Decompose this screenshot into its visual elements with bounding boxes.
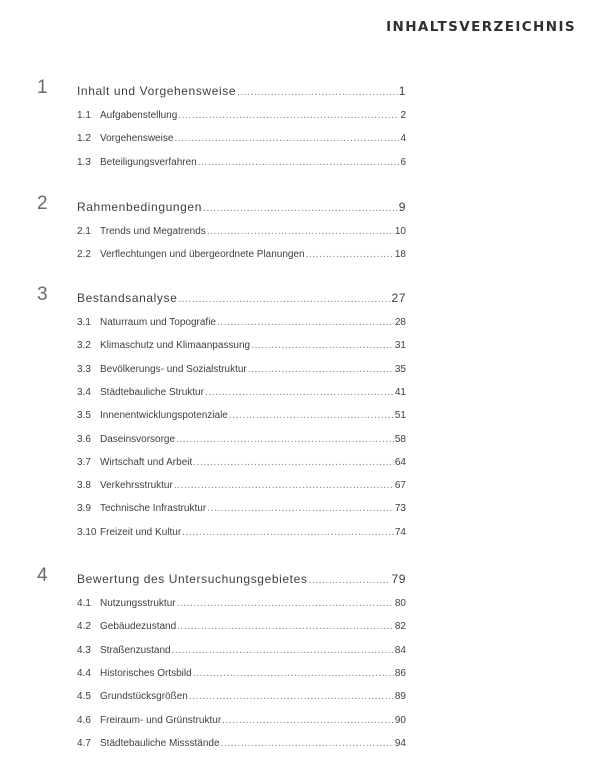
section-title: Klimaschutz und Klimaanpassung xyxy=(100,340,251,352)
dot-leader xyxy=(308,575,390,586)
section-title: Aufgabenstellung xyxy=(100,110,178,121)
section-entry[interactable] xyxy=(77,503,406,519)
chapter-page: 1 xyxy=(398,84,406,98)
section-title: Verflechtungen und übergeordnete Planungen xyxy=(100,249,305,261)
section-page: 86 xyxy=(394,667,406,679)
section-number: 4.3 xyxy=(77,644,91,656)
section-page: 31 xyxy=(394,340,406,352)
dot-leader xyxy=(198,157,400,168)
section-title: Städtebauliche Missstände xyxy=(100,737,220,749)
section-page: 6 xyxy=(400,156,406,168)
section-entry[interactable] xyxy=(77,110,406,126)
chapter-entry[interactable] xyxy=(77,572,406,588)
chapter-number: 3 xyxy=(37,284,48,305)
dot-leader xyxy=(205,387,394,398)
section-entry[interactable] xyxy=(77,157,406,173)
section-number: 1.2 xyxy=(77,133,91,145)
section-page: 4 xyxy=(400,133,406,145)
dot-leader xyxy=(217,317,394,328)
section-entry[interactable] xyxy=(77,364,406,380)
dot-leader xyxy=(222,715,394,726)
section-page: 90 xyxy=(394,714,406,726)
section-number: 3.8 xyxy=(77,480,91,492)
dot-leader xyxy=(174,480,394,491)
chapter-title: Rahmenbedingungen xyxy=(77,200,202,214)
section-title: Naturraum und Topografie xyxy=(100,317,216,328)
section-entry[interactable] xyxy=(77,387,406,403)
dot-leader xyxy=(178,110,399,121)
section-entry[interactable] xyxy=(77,340,406,356)
dot-leader xyxy=(207,503,394,514)
section-entry[interactable] xyxy=(77,457,406,473)
dot-leader xyxy=(172,645,394,656)
section-number: 3.5 xyxy=(77,410,91,422)
dot-leader xyxy=(182,527,394,538)
chapter-page: 79 xyxy=(391,572,406,586)
section-title: Freiraum- und Grünstruktur xyxy=(100,714,222,726)
section-page: 41 xyxy=(394,386,406,398)
chapter-page: 9 xyxy=(398,200,406,214)
dot-leader xyxy=(177,598,394,609)
dot-leader xyxy=(203,203,398,214)
dot-leader xyxy=(229,410,394,421)
section-title: Bevölkerungs- und Sozialstruktur xyxy=(100,363,247,375)
section-entry[interactable] xyxy=(77,226,406,242)
section-number: 3.3 xyxy=(77,363,91,375)
section-number: 3.6 xyxy=(77,433,91,445)
dot-leader xyxy=(174,133,399,144)
section-page: 74 xyxy=(394,526,406,538)
dot-leader xyxy=(178,294,390,305)
section-page: 67 xyxy=(394,480,406,492)
section-title: Straßenzustand xyxy=(100,644,171,656)
dot-leader xyxy=(193,457,394,468)
section-title: Technische Infrastruktur xyxy=(100,503,207,515)
dot-leader xyxy=(177,621,394,632)
chapter-page: 27 xyxy=(391,291,406,305)
dot-leader xyxy=(248,364,394,375)
section-page: 35 xyxy=(394,363,406,375)
chapter-title: Bewertung des Untersuchungsgebietes xyxy=(77,572,308,586)
section-number: 4.7 xyxy=(77,737,91,749)
section-number: 3.7 xyxy=(77,456,91,468)
dot-leader xyxy=(221,738,394,749)
section-number: 1.3 xyxy=(77,156,91,168)
section-title: Historisches Ortsbild xyxy=(100,667,192,679)
section-entry[interactable] xyxy=(77,691,406,707)
section-page: 73 xyxy=(394,503,406,515)
section-entry[interactable] xyxy=(77,527,406,543)
section-title: Städtebauliche Struktur xyxy=(100,386,204,398)
section-title: Vorgehensweise xyxy=(100,133,174,145)
section-entry[interactable] xyxy=(77,715,406,731)
section-page: 2 xyxy=(400,110,406,121)
dot-leader xyxy=(189,691,394,702)
section-number: 3.1 xyxy=(77,317,91,328)
section-entry[interactable] xyxy=(77,434,406,450)
dot-leader xyxy=(237,87,398,98)
section-entry[interactable] xyxy=(77,598,406,614)
section-number: 4.2 xyxy=(77,621,91,633)
section-number: 3.2 xyxy=(77,340,91,352)
section-entry[interactable] xyxy=(77,738,406,754)
section-entry[interactable] xyxy=(77,668,406,684)
section-entry[interactable] xyxy=(77,645,406,661)
section-number: 4.5 xyxy=(77,691,91,703)
section-entry[interactable] xyxy=(77,317,406,333)
chapter-entry[interactable] xyxy=(77,291,406,307)
section-number: 3.9 xyxy=(77,503,91,515)
section-number: 4.4 xyxy=(77,667,91,679)
section-number: 2.2 xyxy=(77,249,91,261)
section-number: 1.1 xyxy=(77,110,91,121)
section-title: Nutzungsstruktur xyxy=(100,598,176,609)
chapter-entry[interactable] xyxy=(77,84,406,100)
chapter-entry[interactable] xyxy=(77,200,406,216)
section-title: Innenentwicklungspotenziale xyxy=(100,410,228,422)
section-entry[interactable] xyxy=(77,410,406,426)
dot-leader xyxy=(251,340,394,351)
section-title: Verkehrsstruktur xyxy=(100,480,173,492)
section-page: 84 xyxy=(394,644,406,656)
section-title: Trends und Megatrends xyxy=(100,226,206,237)
section-page: 80 xyxy=(394,598,406,609)
section-number: 2.1 xyxy=(77,226,91,237)
section-title: Daseinsvorsorge xyxy=(100,433,176,445)
section-title: Beteiligungsverfahren xyxy=(100,156,197,168)
section-page: 10 xyxy=(394,226,406,237)
section-page: 28 xyxy=(394,317,406,328)
section-title: Wirtschaft und Arbeit xyxy=(100,456,193,468)
section-page: 64 xyxy=(394,456,406,468)
section-page: 58 xyxy=(394,433,406,445)
chapter-title: Inhalt und Vorgehensweise xyxy=(77,84,237,98)
dot-leader xyxy=(306,249,394,260)
section-title: Freizeit und Kultur xyxy=(100,526,182,538)
dot-leader xyxy=(176,434,394,445)
section-page: 18 xyxy=(394,249,406,261)
dot-leader xyxy=(207,226,394,237)
page-title: INHALTSVERZEICHNIS xyxy=(386,19,576,35)
section-page: 94 xyxy=(394,737,406,749)
chapter-number: 4 xyxy=(37,565,48,586)
section-entry[interactable] xyxy=(77,480,406,496)
chapter-number: 2 xyxy=(37,193,48,214)
section-entry[interactable] xyxy=(77,249,406,265)
section-page: 89 xyxy=(394,691,406,703)
section-page: 82 xyxy=(394,621,406,633)
section-number: 3.4 xyxy=(77,386,91,398)
section-number: 4.6 xyxy=(77,714,91,726)
section-title: Gebäudezustand xyxy=(100,621,177,633)
chapter-title: Bestandsanalyse xyxy=(77,291,178,305)
section-entry[interactable] xyxy=(77,621,406,637)
dot-leader xyxy=(193,668,394,679)
chapter-number: 1 xyxy=(37,77,48,98)
section-number: 3.10 xyxy=(77,526,97,538)
section-title: Grundstücksgrößen xyxy=(100,691,188,703)
section-page: 51 xyxy=(394,410,406,422)
section-number: 4.1 xyxy=(77,598,91,609)
section-entry[interactable] xyxy=(77,133,406,149)
